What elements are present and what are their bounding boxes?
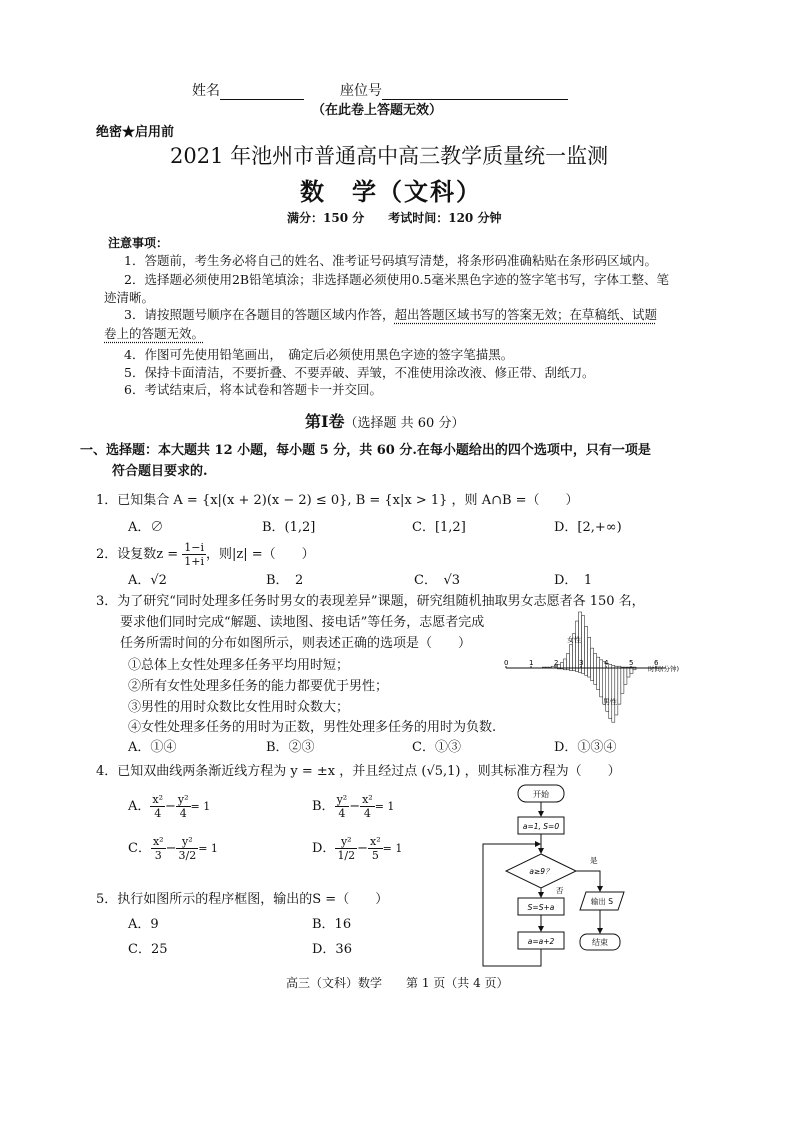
q4-a-frac1 xyxy=(150,793,165,820)
q4-b-label: B． xyxy=(312,799,335,814)
q3-line1: 3．为了研究“同时处理多任务时男女的表现差异”课题，研究组随机抽取男女志愿者各 150 名， xyxy=(96,594,645,609)
female-bar xyxy=(609,664,612,668)
flow-no-label: 否 xyxy=(556,886,564,895)
x-tick-label: 0 xyxy=(504,659,509,667)
q4-stem: 4．已知双曲线两条渐近线方程为 y = ±x ，并且经过点 (√5,1) ，则其标准方程为（ ） xyxy=(96,764,621,779)
name-label: 姓名 xyxy=(192,83,220,99)
female-bar xyxy=(600,660,603,668)
q4-b-frac1 xyxy=(335,793,350,820)
male-bar xyxy=(579,668,582,673)
note-5: 5．保持卡面清洁，不要折叠、不要弄破、弄皱，不准使用涂改液、修正带、刮纸刀。 xyxy=(124,365,595,380)
q1-option-c: C．[1,2] xyxy=(412,520,466,535)
series-label-male: 男性 xyxy=(603,698,617,706)
male-bar xyxy=(588,668,591,677)
q5-option-d: D．36 xyxy=(312,942,352,957)
q4-b-frac1-den: 4 xyxy=(338,807,346,820)
note-3b: 卷上的答题无效。 xyxy=(104,326,205,341)
q4-d-frac2-den: 5 xyxy=(371,849,379,862)
male-bar xyxy=(600,668,603,697)
page-footer: 高三（文科）数学 第 1 页（共 4 页） xyxy=(286,976,509,990)
note-3a-plain: 3．请按照题号顺序在各题目的答题区域内作答， xyxy=(124,307,395,322)
q5-stem: 5．执行如图所示的程序框图，输出的S =（ ） xyxy=(96,892,389,907)
q2-option-d: D． 1 xyxy=(554,573,593,588)
q4-d-rhs: = 1 xyxy=(382,842,403,855)
q3-option-a: A．①④ xyxy=(128,740,177,755)
q4-option-b xyxy=(312,793,394,820)
q5-option-a: A．9 xyxy=(128,917,159,932)
q5-flowchart xyxy=(478,780,648,975)
q4-c-frac1-num: x² xyxy=(152,835,164,848)
q4-b-frac2 xyxy=(360,793,375,820)
q4-d-frac1 xyxy=(335,835,357,862)
x-tick-label: 4 xyxy=(604,659,609,667)
section1-line2: 符合题目要求的. xyxy=(112,464,208,479)
q4-a-label: A． xyxy=(128,799,151,814)
x-tick-label: 5 xyxy=(629,659,634,667)
part1-heading xyxy=(305,409,464,432)
note-4: 4．作图可先使用铅笔画出， 确定后必须使用黑色字迹的签字笔描黑。 xyxy=(124,347,514,362)
q4-c-frac2-num: y² xyxy=(176,835,198,849)
flow-update-s-text: S=S+a xyxy=(527,903,555,912)
male-bar xyxy=(621,668,624,693)
x-tick-label: 2 xyxy=(554,659,559,667)
male-bar xyxy=(615,668,618,715)
q4-a-frac2 xyxy=(176,793,191,820)
note-3a xyxy=(124,305,657,323)
exam-meta: 满分：150 分 考试时间：120 分钟 xyxy=(287,211,502,225)
q4-option-d xyxy=(312,835,402,862)
female-bar xyxy=(585,626,588,668)
q3-option-d: D．①③④ xyxy=(554,740,617,755)
flow-edge-yes xyxy=(576,871,600,891)
name-field xyxy=(192,80,304,100)
flow-yes-label: 是 xyxy=(590,856,598,865)
q4-option-a xyxy=(128,793,210,820)
x-axis-label: 时间(分钟) xyxy=(648,665,680,673)
note-6: 6．考试结束后，将本试卷和答题卡一并交回。 xyxy=(124,382,382,397)
x-tick-label: 6 xyxy=(654,659,659,667)
male-bar xyxy=(594,668,597,684)
note-2a: 2．选择题必须使用2B铅笔填涂；非选择题必须使用0.5毫米黑色字迹的签字笔书写，字体工整、笔 xyxy=(124,272,669,287)
subject-title: 数 学（文科） xyxy=(300,177,482,206)
female-bar xyxy=(566,654,569,668)
q3-line2: 要求他们同时完成“解题、读地图、接电话”等任务，志愿者完成 xyxy=(120,615,485,630)
male-bar xyxy=(627,668,630,677)
q4-d-minus: − xyxy=(357,841,369,856)
q4-d-frac2 xyxy=(368,835,383,862)
x-ticks xyxy=(504,659,659,668)
q1-option-b: B．(1,2] xyxy=(262,520,316,535)
female-bar xyxy=(569,645,572,668)
q3-option-b: B．②③ xyxy=(266,740,315,755)
x-tick-label: 3 xyxy=(579,659,584,667)
q4-d-label: D． xyxy=(312,841,336,856)
x-tick-label: 1 xyxy=(529,659,534,667)
seat-field xyxy=(340,80,568,100)
male-bar xyxy=(576,668,579,672)
q5-option-b: B．16 xyxy=(312,917,352,932)
flow-start-text: 开始 xyxy=(533,790,549,799)
male-bar xyxy=(630,668,633,673)
male-bar xyxy=(609,668,612,719)
note-1: 1．答题前，考生务必将自己的姓名、准考证号码填写清楚，将条形码准确粘贴在条形码区域内。 xyxy=(124,253,657,268)
male-bars xyxy=(557,668,636,722)
q2-fraction xyxy=(182,541,206,568)
q4-d-frac1-num: y² xyxy=(335,835,357,849)
q4-a-frac2-num: y² xyxy=(177,793,189,806)
q4-option-c xyxy=(128,835,218,862)
q4-c-label: C． xyxy=(128,841,151,856)
part1-sub: （选择题 共 60 分） xyxy=(344,416,465,431)
female-bar xyxy=(594,654,597,668)
q3-time-distribution-chart xyxy=(500,604,690,728)
q4-d-frac1-den: 1/2 xyxy=(337,849,356,862)
section1-line1: 一、选择题：本大题共 12 小题，每小题 5 分，共 60 分.在每小题给出的四个选项中，只有一项是 xyxy=(80,443,651,458)
flow-condition-text: a≥9？ xyxy=(529,867,553,876)
secret-label: 绝密★启用前 xyxy=(96,125,175,140)
q4-b-frac2-den: 4 xyxy=(363,807,371,820)
exam-title: 2021 年池州市普通高中高三教学质量统一监测 xyxy=(170,144,609,168)
q3-line3: 任务所需时间的分布如图所示，则表述正确的选项是（ ） xyxy=(120,636,472,651)
flow-end-text: 结束 xyxy=(592,938,608,947)
seat-blank xyxy=(382,85,568,100)
notes-heading: 注意事项： xyxy=(108,236,169,250)
q2-stem-post: ，则|z| =（ ） xyxy=(206,547,315,562)
male-bar xyxy=(597,668,600,690)
q4-d-frac2-num: x² xyxy=(370,835,381,848)
male-bar xyxy=(591,668,594,681)
q4-b-minus: − xyxy=(349,799,361,814)
female-bar xyxy=(563,659,566,668)
q2-stem xyxy=(96,541,315,568)
q5-option-c: C．25 xyxy=(128,942,168,957)
female-bar xyxy=(588,637,591,668)
q4-c-frac2-den: 3/2 xyxy=(178,849,197,862)
q4-c-minus: − xyxy=(165,841,177,856)
flow-update-a-text: a=a+2 xyxy=(527,937,555,946)
q1-option-d: D．[2,+∞) xyxy=(554,520,622,535)
q3-statement-2: ②所有女性处理多任务的能力都要优于男性； xyxy=(128,679,389,694)
series-label-female: 女性 xyxy=(567,636,581,644)
male-bar xyxy=(585,668,588,675)
q4-a-frac1-num: x² xyxy=(152,793,164,806)
q4-c-frac2 xyxy=(176,835,198,862)
name-blank xyxy=(220,85,304,100)
q3-statement-3: ③男性的用时众数比女性用时众数大； xyxy=(128,700,350,715)
female-bar xyxy=(591,648,594,668)
q4-c-frac1 xyxy=(151,835,166,862)
female-bar xyxy=(597,657,600,668)
q4-c-rhs: = 1 xyxy=(198,842,218,855)
q4-a-frac2-den: 4 xyxy=(179,807,187,820)
male-bar xyxy=(618,668,621,704)
q3-statement-1: ①总体上女性处理多任务平均用时短； xyxy=(128,658,350,673)
seat-label: 座位号 xyxy=(340,83,382,99)
q4-a-minus: − xyxy=(165,799,176,814)
q4-a-frac1-den: 4 xyxy=(154,807,162,820)
male-bar xyxy=(582,668,585,673)
q1-stem: 1．已知集合 A = {x|(x + 2)(x − 2) ≤ 0}, B = {x|x > 1} ，则 A∩B =（ ） xyxy=(96,493,579,508)
q4-b-rhs: = 1 xyxy=(374,800,395,813)
flow-init-text: a=1, S=0 xyxy=(522,822,560,831)
q2-denominator: 1+i xyxy=(184,555,205,568)
female-bar xyxy=(560,663,563,668)
q4-b-frac2-num: x² xyxy=(362,793,373,806)
q2-option-b: B． 2 xyxy=(266,573,304,588)
q3-statement-4: ④女性处理多任务的用时为正数，男性处理多任务的用时为负数. xyxy=(128,720,497,735)
note-3a-emphasis: 超出答题区域书写的答案无效；在草稿纸、试题 xyxy=(394,307,657,322)
q2-stem-pre: 2．设复数z = xyxy=(96,547,183,562)
flow-output-text: 输出 S xyxy=(590,897,614,906)
male-bar xyxy=(624,668,627,684)
q2-option-a: A．√2 xyxy=(128,573,167,588)
q1-option-a: A．∅ xyxy=(128,520,164,535)
invalid-note: （在此卷上答题无效） xyxy=(312,103,443,118)
q4-a-rhs: = 1 xyxy=(190,800,211,813)
male-bar xyxy=(612,668,615,722)
note-2b: 迹清晰。 xyxy=(104,290,155,305)
q3-option-c: C．①③ xyxy=(412,740,461,755)
q4-b-frac1-num: y² xyxy=(336,793,348,806)
part1-title: 第Ⅰ卷 xyxy=(305,412,345,431)
q2-option-c: C． √3 xyxy=(414,573,461,588)
q4-c-frac1-den: 3 xyxy=(154,849,162,862)
q2-numerator: 1−i xyxy=(184,541,205,554)
